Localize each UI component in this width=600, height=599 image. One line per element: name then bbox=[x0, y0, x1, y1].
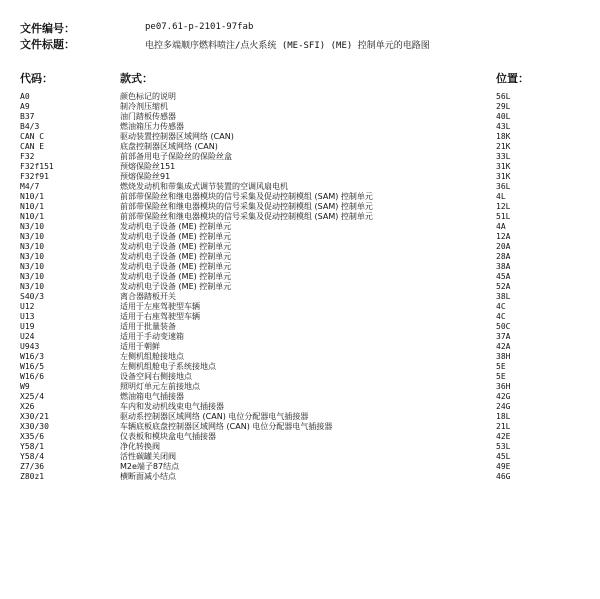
table-row bbox=[0, 452, 600, 462]
table-row bbox=[0, 282, 600, 292]
row-code: U13 bbox=[20, 312, 35, 321]
table-row bbox=[0, 142, 600, 152]
legend-table bbox=[0, 92, 600, 482]
column-header-code: 代码： bbox=[20, 72, 53, 85]
row-position: 38L bbox=[496, 292, 511, 301]
row-description: 发动机电子设备 (ME) 控制单元 bbox=[120, 282, 232, 291]
table-row bbox=[0, 102, 600, 112]
table-row bbox=[0, 472, 600, 482]
row-description: 车辆底板底盘控制器区域网络 (CAN) 电位分配器电气插接器 bbox=[120, 422, 333, 431]
table-row bbox=[0, 302, 600, 312]
table-row bbox=[0, 192, 600, 202]
row-code: W16/5 bbox=[20, 362, 45, 371]
row-code: A9 bbox=[20, 102, 30, 111]
table-row bbox=[0, 132, 600, 142]
row-code: N10/1 bbox=[20, 212, 45, 221]
row-position: 50C bbox=[496, 322, 511, 331]
row-position: 51L bbox=[496, 212, 511, 221]
row-code: N10/1 bbox=[20, 202, 45, 211]
row-position: 56L bbox=[496, 92, 511, 101]
table-row bbox=[0, 252, 600, 262]
row-description: 净化转换阀 bbox=[120, 442, 160, 451]
header-doc-number-value: pe07.61-p-2101-97fab bbox=[145, 22, 254, 32]
row-position: 36H bbox=[496, 382, 511, 391]
table-row bbox=[0, 362, 600, 372]
row-description: 设备空间右侧接地点 bbox=[120, 372, 192, 381]
row-position: 4L bbox=[496, 192, 506, 201]
row-description: 发动机电子设备 (ME) 控制单元 bbox=[120, 242, 232, 251]
table-row bbox=[0, 432, 600, 442]
row-position: 49E bbox=[496, 462, 511, 471]
row-code: N3/10 bbox=[20, 242, 45, 251]
row-description: 驱动系控制器区域网络 (CAN) 电位分配器电气插接器 bbox=[120, 412, 309, 421]
table-row bbox=[0, 462, 600, 472]
table-row bbox=[0, 402, 600, 412]
table-row bbox=[0, 272, 600, 282]
row-position: 53L bbox=[496, 442, 511, 451]
table-row bbox=[0, 212, 600, 222]
row-code: F32f91 bbox=[20, 172, 49, 181]
row-code: X25/4 bbox=[20, 392, 45, 401]
row-position: 45A bbox=[496, 272, 511, 281]
table-row bbox=[0, 232, 600, 242]
row-position: 21L bbox=[496, 422, 511, 431]
table-row bbox=[0, 332, 600, 342]
row-code: A0 bbox=[20, 92, 30, 101]
row-position: 33L bbox=[496, 152, 511, 161]
row-description: 油门踏板传感器 bbox=[120, 112, 176, 121]
row-description: 适用于朝鲜 bbox=[120, 342, 160, 351]
row-position: 31K bbox=[496, 162, 511, 171]
row-description: 照明灯单元左前接地点 bbox=[120, 382, 200, 391]
row-description: 左侧机组舱电子系统接地点 bbox=[120, 362, 216, 371]
row-position: 46G bbox=[496, 472, 511, 481]
row-code: N3/10 bbox=[20, 272, 45, 281]
row-code: CAN E bbox=[20, 142, 45, 151]
row-position: 43L bbox=[496, 122, 511, 131]
row-description: 燃油箱电气插接器 bbox=[120, 392, 184, 401]
row-position: 4C bbox=[496, 312, 506, 321]
table-row bbox=[0, 382, 600, 392]
row-description: 燃油箱压力传感器 bbox=[120, 122, 184, 131]
row-description: 发动机电子设备 (ME) 控制单元 bbox=[120, 222, 232, 231]
row-description: 适用于批量装备 bbox=[120, 322, 176, 331]
row-code: F32f151 bbox=[20, 162, 54, 171]
row-description: 预熔保险丝151 bbox=[120, 162, 176, 171]
row-description: 适用于右座驾驶型车辆 bbox=[120, 312, 200, 321]
column-header-pos: 位置： bbox=[496, 72, 529, 85]
row-code: X30/21 bbox=[20, 412, 49, 421]
row-description: 离合器踏板开关 bbox=[120, 292, 176, 301]
row-description: 活性碳罐关闭阀 bbox=[120, 452, 176, 461]
table-row bbox=[0, 352, 600, 362]
row-description: 燃烧发动机和带集成式调节装置的空调风扇电机 bbox=[120, 182, 288, 191]
row-code: X35/6 bbox=[20, 432, 45, 441]
column-header-desc: 款式： bbox=[120, 72, 153, 85]
row-code: CAN C bbox=[20, 132, 45, 141]
row-position: 40L bbox=[496, 112, 511, 121]
row-code: B37 bbox=[20, 112, 35, 121]
row-position: 21K bbox=[496, 142, 511, 151]
row-position: 38H bbox=[496, 352, 511, 361]
row-code: X26 bbox=[20, 402, 35, 411]
row-position: 12A bbox=[496, 232, 511, 241]
row-position: 36L bbox=[496, 182, 511, 191]
row-code: W16/3 bbox=[20, 352, 45, 361]
row-description: 制冷剂压缩机 bbox=[120, 102, 168, 111]
table-row bbox=[0, 242, 600, 252]
table-row bbox=[0, 152, 600, 162]
row-code: N3/10 bbox=[20, 232, 45, 241]
row-code: X30/30 bbox=[20, 422, 49, 431]
table-row bbox=[0, 392, 600, 402]
row-code: U12 bbox=[20, 302, 35, 311]
row-position: 29L bbox=[496, 102, 511, 111]
row-position: 12L bbox=[496, 202, 511, 211]
row-code: W9 bbox=[20, 382, 30, 391]
table-row bbox=[0, 322, 600, 332]
row-description: 前部带保险丝和继电器模块的信号采集及促动控制模组 (SAM) 控制单元 bbox=[120, 212, 373, 221]
row-description: 驱动装置控制器区域网络 (CAN) bbox=[120, 132, 234, 141]
row-position: 18L bbox=[496, 412, 511, 421]
header-doc-title-label: 文件标题： bbox=[20, 38, 75, 51]
table-row bbox=[0, 202, 600, 212]
row-description: 仪表板和模块盒电气插接器 bbox=[120, 432, 216, 441]
row-position: 18K bbox=[496, 132, 511, 141]
row-position: 38A bbox=[496, 262, 511, 271]
row-position: 20A bbox=[496, 242, 511, 251]
row-position: 37A bbox=[496, 332, 511, 341]
table-row bbox=[0, 412, 600, 422]
table-row bbox=[0, 312, 600, 322]
table-row bbox=[0, 342, 600, 352]
header-doc-number-label: 文件编号： bbox=[20, 22, 75, 35]
table-row bbox=[0, 262, 600, 272]
row-description: M2e端子87结点 bbox=[120, 462, 180, 471]
row-description: 前部带保险丝和继电器模块的信号采集及促动控制模组 (SAM) 控制单元 bbox=[120, 192, 373, 201]
row-code: U24 bbox=[20, 332, 35, 341]
row-description: 发动机电子设备 (ME) 控制单元 bbox=[120, 232, 232, 241]
row-code: Z7/36 bbox=[20, 462, 45, 471]
row-description: 发动机电子设备 (ME) 控制单元 bbox=[120, 272, 232, 281]
row-code: N3/10 bbox=[20, 222, 45, 231]
table-row bbox=[0, 122, 600, 132]
row-description: 横断面减小结点 bbox=[120, 472, 176, 481]
row-code: S40/3 bbox=[20, 292, 45, 301]
row-description: 适用于左座驾驶型车辆 bbox=[120, 302, 200, 311]
row-code: Y58/1 bbox=[20, 442, 45, 451]
table-row bbox=[0, 92, 600, 102]
table-row bbox=[0, 182, 600, 192]
table-row bbox=[0, 162, 600, 172]
table-row bbox=[0, 422, 600, 432]
row-code: U943 bbox=[20, 342, 40, 351]
row-position: 5E bbox=[496, 372, 506, 381]
row-description: 预熔保险丝91 bbox=[120, 172, 171, 181]
row-position: 42E bbox=[496, 432, 511, 441]
row-position: 4A bbox=[496, 222, 506, 231]
row-description: 前部带保险丝和继电器模块的信号采集及促动控制模组 (SAM) 控制单元 bbox=[120, 202, 373, 211]
table-row bbox=[0, 372, 600, 382]
row-code: N3/10 bbox=[20, 282, 45, 291]
row-code: B4/3 bbox=[20, 122, 40, 131]
table-row bbox=[0, 292, 600, 302]
row-description: 发动机电子设备 (ME) 控制单元 bbox=[120, 252, 232, 261]
table-row bbox=[0, 442, 600, 452]
table-row bbox=[0, 172, 600, 182]
header-doc-title-value: 电控多端顺序燃料喷注/点火系统 (ME-SFI) (ME) 控制单元的电路图 bbox=[145, 41, 430, 51]
row-code: M4/7 bbox=[20, 182, 40, 191]
row-code: N3/10 bbox=[20, 252, 45, 261]
row-description: 发动机电子设备 (ME) 控制单元 bbox=[120, 262, 232, 271]
table-row bbox=[0, 112, 600, 122]
row-position: 4C bbox=[496, 302, 506, 311]
row-position: 52A bbox=[496, 282, 511, 291]
row-code: N10/1 bbox=[20, 192, 45, 201]
table-row bbox=[0, 222, 600, 232]
row-position: 45L bbox=[496, 452, 511, 461]
row-code: Z80z1 bbox=[20, 472, 45, 481]
row-description: 颜色标记的说明 bbox=[120, 92, 176, 101]
row-position: 24G bbox=[496, 402, 511, 411]
row-code: F32 bbox=[20, 152, 35, 161]
row-description: 前部备用电子保险丝的保险丝盒 bbox=[120, 152, 232, 161]
row-code: W16/6 bbox=[20, 372, 45, 381]
row-description: 适用于手动变速箱 bbox=[120, 332, 184, 341]
row-description: 左侧机组舱接地点 bbox=[120, 352, 184, 361]
row-code: Y58/4 bbox=[20, 452, 45, 461]
row-description: 底盘控制器区域网络 (CAN) bbox=[120, 142, 218, 151]
row-position: 42A bbox=[496, 342, 511, 351]
row-position: 28A bbox=[496, 252, 511, 261]
row-position: 42G bbox=[496, 392, 511, 401]
row-code: N3/10 bbox=[20, 262, 45, 271]
row-position: 5E bbox=[496, 362, 506, 371]
row-position: 31K bbox=[496, 172, 511, 181]
row-code: U19 bbox=[20, 322, 35, 331]
row-description: 车内和发动机线束电气插接器 bbox=[120, 402, 224, 411]
